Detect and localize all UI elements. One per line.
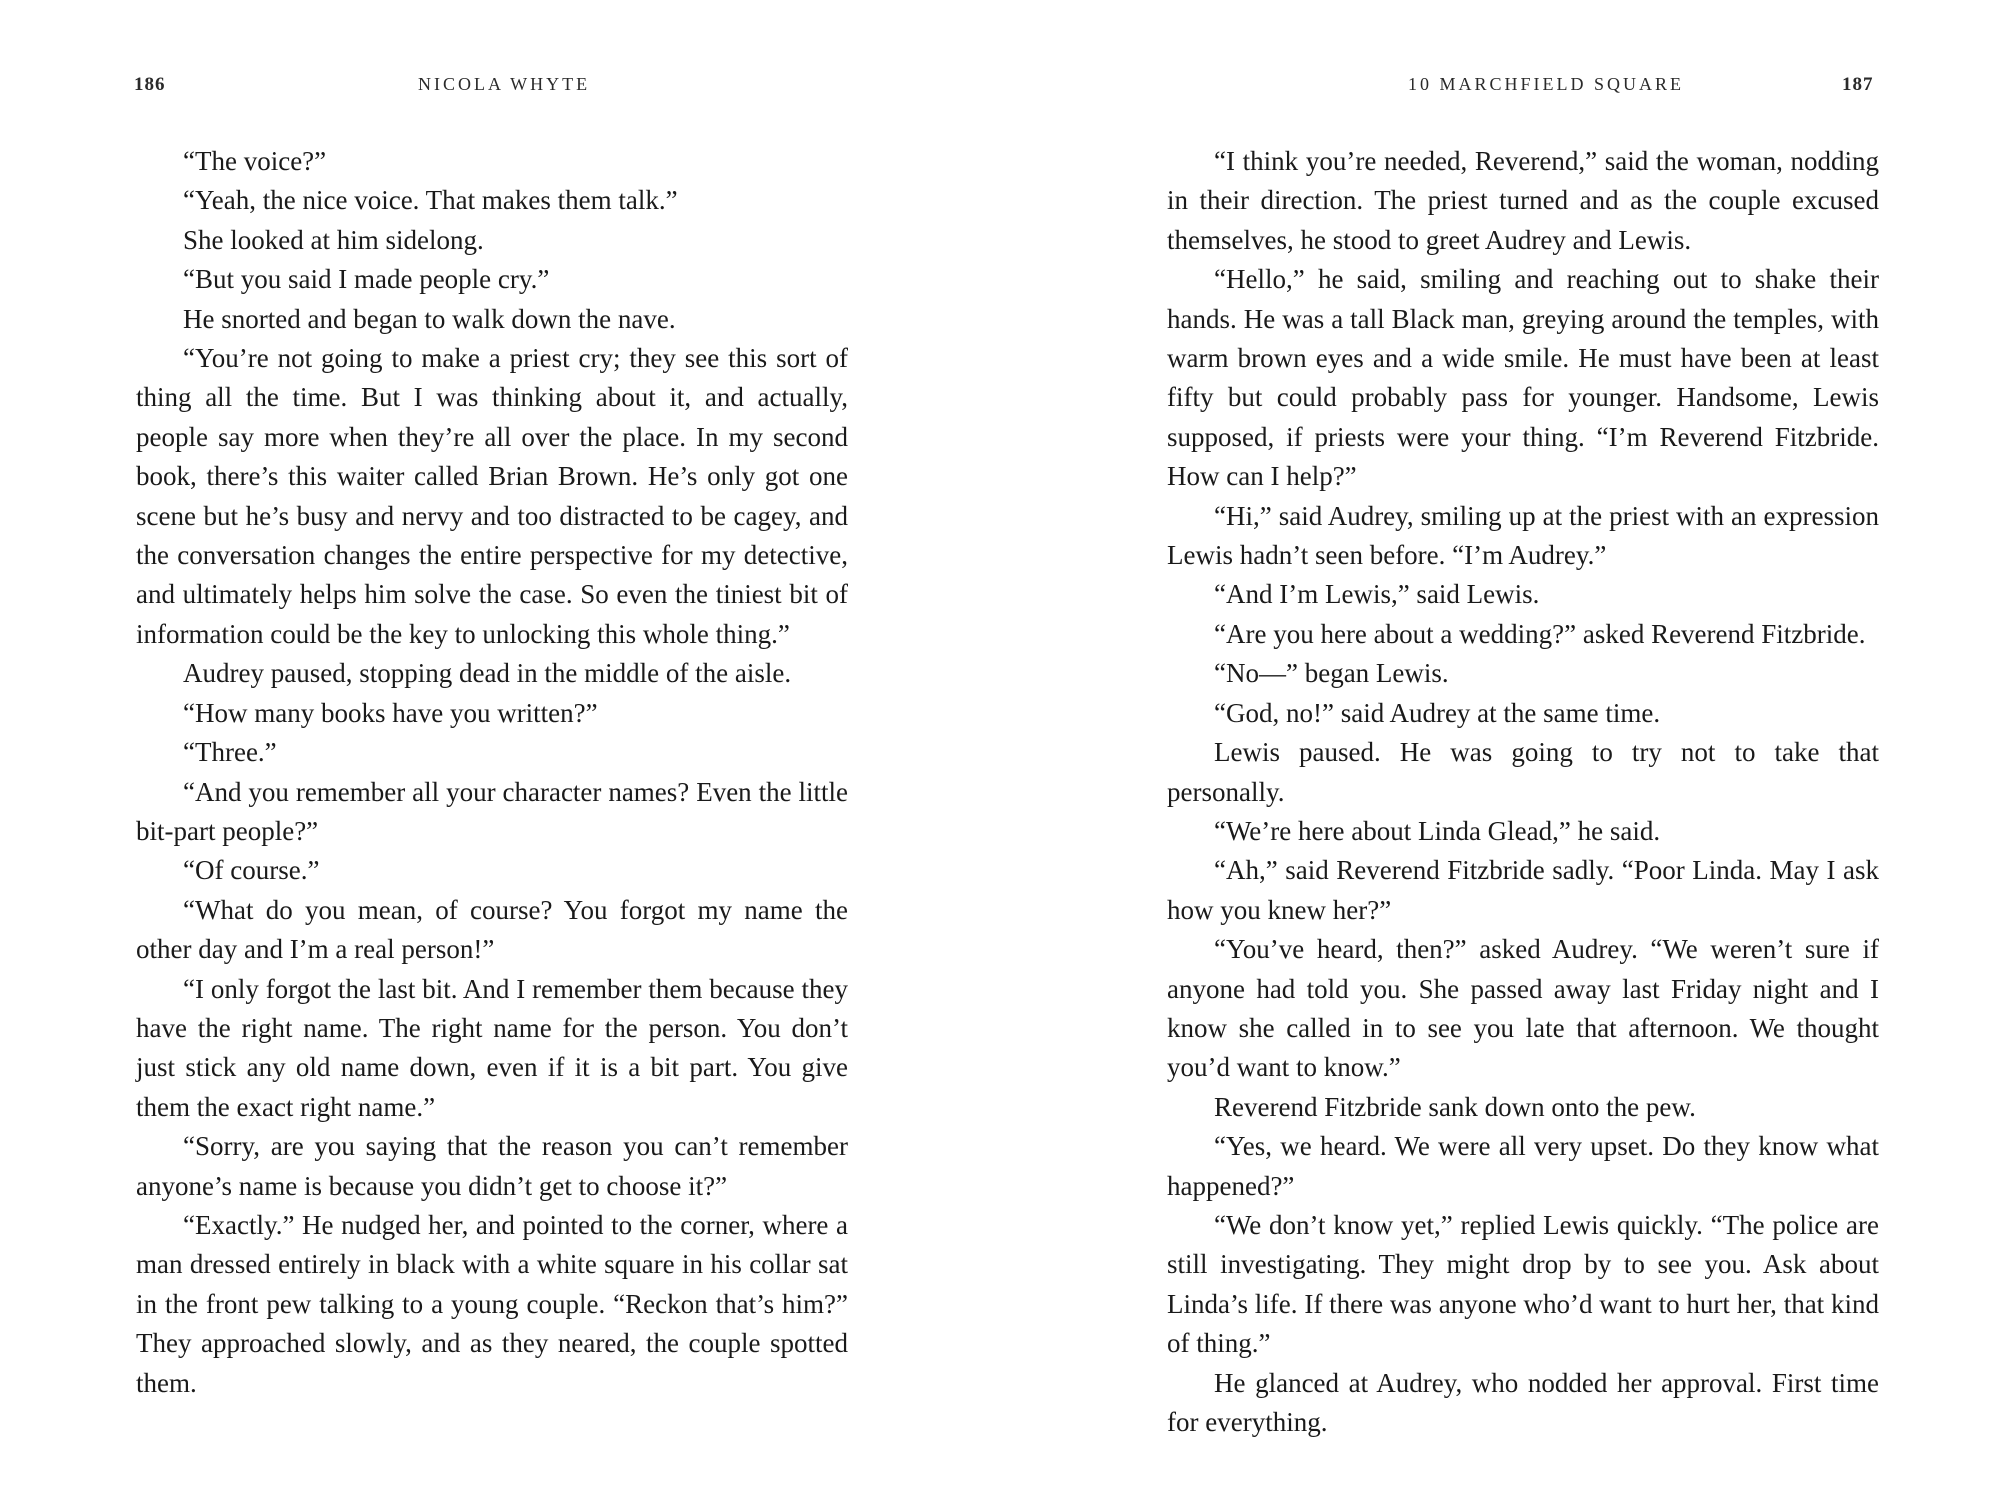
paragraph: “Of course.” <box>183 855 320 886</box>
page-number: 186 <box>134 74 166 95</box>
paragraph: “Three.” <box>183 737 277 768</box>
paragraph: “Ah,” said Reverend Fitzbride sadly. “Poor Linda. May I ask how you knew her?” <box>1167 855 1879 925</box>
right-page <box>1000 0 2000 1500</box>
paragraph: Reverend Fitzbride sank down onto the pew. <box>1214 1091 1696 1122</box>
paragraph: “You’re not going to make a priest cry; they see this sort of thing all the time. But I was thinking about it, and actually, people say more when they’re all over the place. In my second book, there’s this waiter called Brian Brown. He’s only got one scene but he’s busy and nervy and too distracted to be cagey, and the conversation changes the entire perspective for my detective, and ultimately helps him solve the case. So even the tiniest bit of information could be the key to unlocking this whole thing.” <box>136 343 848 649</box>
paragraph: Lewis paused. He was going to try not to take that personally. <box>1167 737 1879 807</box>
paragraph: “And you remember all your character names? Even the little bit-part people?” <box>136 776 848 846</box>
paragraph: “Yeah, the nice voice. That makes them talk.” <box>183 185 678 216</box>
paragraph: “No—” began Lewis. <box>1214 658 1449 689</box>
paragraph: “You’ve heard, then?” asked Audrey. “We weren’t sure if anyone had told you. She passed away last Friday night and I know she called in to see you late that afternoon. We thought you’d want to know.” <box>1167 934 1879 1083</box>
paragraph: “The voice?” <box>183 146 327 176</box>
running-head-author: NICOLA WHYTE <box>418 74 591 94</box>
paragraph: “Sorry, are you saying that the reason you can’t remember anyone’s name is because you didn’t get to choose it?” <box>136 1131 848 1201</box>
paragraph: “Are you here about a wedding?” asked Reverend Fitzbride. <box>1214 618 1866 649</box>
paragraph: “Yes, we heard. We were all very upset. Do they know what happened?” <box>1167 1131 1879 1201</box>
paragraph: “What do you mean, of course? You forgot my name the other day and I’m a real person!” <box>136 894 848 965</box>
running-head-title: 10 MARCHFIELD SQUARE <box>1408 74 1685 94</box>
paragraph: “Hi,” said Audrey, smiling up at the priest with an expression Lewis hadn’t seen before. “I’m Audrey.” <box>1167 500 1879 571</box>
paragraph: Audrey paused, stopping dead in the middle of the aisle. <box>183 658 792 689</box>
paragraph: “And I’m Lewis,” said Lewis. <box>1214 579 1540 610</box>
paragraph: “Hello,” he said, smiling and reaching out to shake their hands. He was a tall Black man, greying around the temples, with warm brown eyes and a wide smile. He must have been at least fifty but could probably pass for younger. Handsome, Lewis supposed, if priests were your thing. “I’m Reverend Fitzbride. How can I help?” <box>1167 264 1879 492</box>
paragraph: He snorted and began to walk down the nave. <box>183 303 676 334</box>
paragraph: “We don’t know yet,” replied Lewis quickly. “The police are still investigating. They might drop by to see you. Ask about Linda’s life. If there was anyone who’d want to hurt her, that kind of thing.” <box>1167 1209 1879 1359</box>
paragraph: “I think you’re needed, Reverend,” said the woman, nodding in their direction. The priest turned and as the couple excused themselves, he stood to greet Audrey and Lewis. <box>1167 146 1879 255</box>
paragraph: “I only forgot the last bit. And I remember them because they have the right name. The right name for the person. You don’t just stick any old name down, even if it is a bit part. You give them the exact right name.” <box>136 973 848 1122</box>
paragraph: “How many books have you written?” <box>183 697 598 728</box>
paragraph: “But you said I made people cry.” <box>183 264 550 295</box>
body-text <box>136 142 848 1403</box>
page-number: 187 <box>1842 74 1874 95</box>
paragraph: “God, no!” said Audrey at the same time. <box>1214 697 1661 728</box>
paragraph: She looked at him sidelong. <box>183 224 484 255</box>
paragraph: He glanced at Audrey, who nodded her approval. First time for everything. <box>1167 1367 1879 1437</box>
paragraph: “We’re here about Linda Glead,” he said. <box>1214 815 1661 846</box>
body-text <box>1167 142 1879 1442</box>
paragraph: “Exactly.” He nudged her, and pointed to the corner, where a man dressed entirely in black with a white square in his collar sat in the front pew talking to a young couple. “Reckon that’s him?” They approached slowly, and as they neared, the couple spotted them. <box>136 1209 848 1398</box>
